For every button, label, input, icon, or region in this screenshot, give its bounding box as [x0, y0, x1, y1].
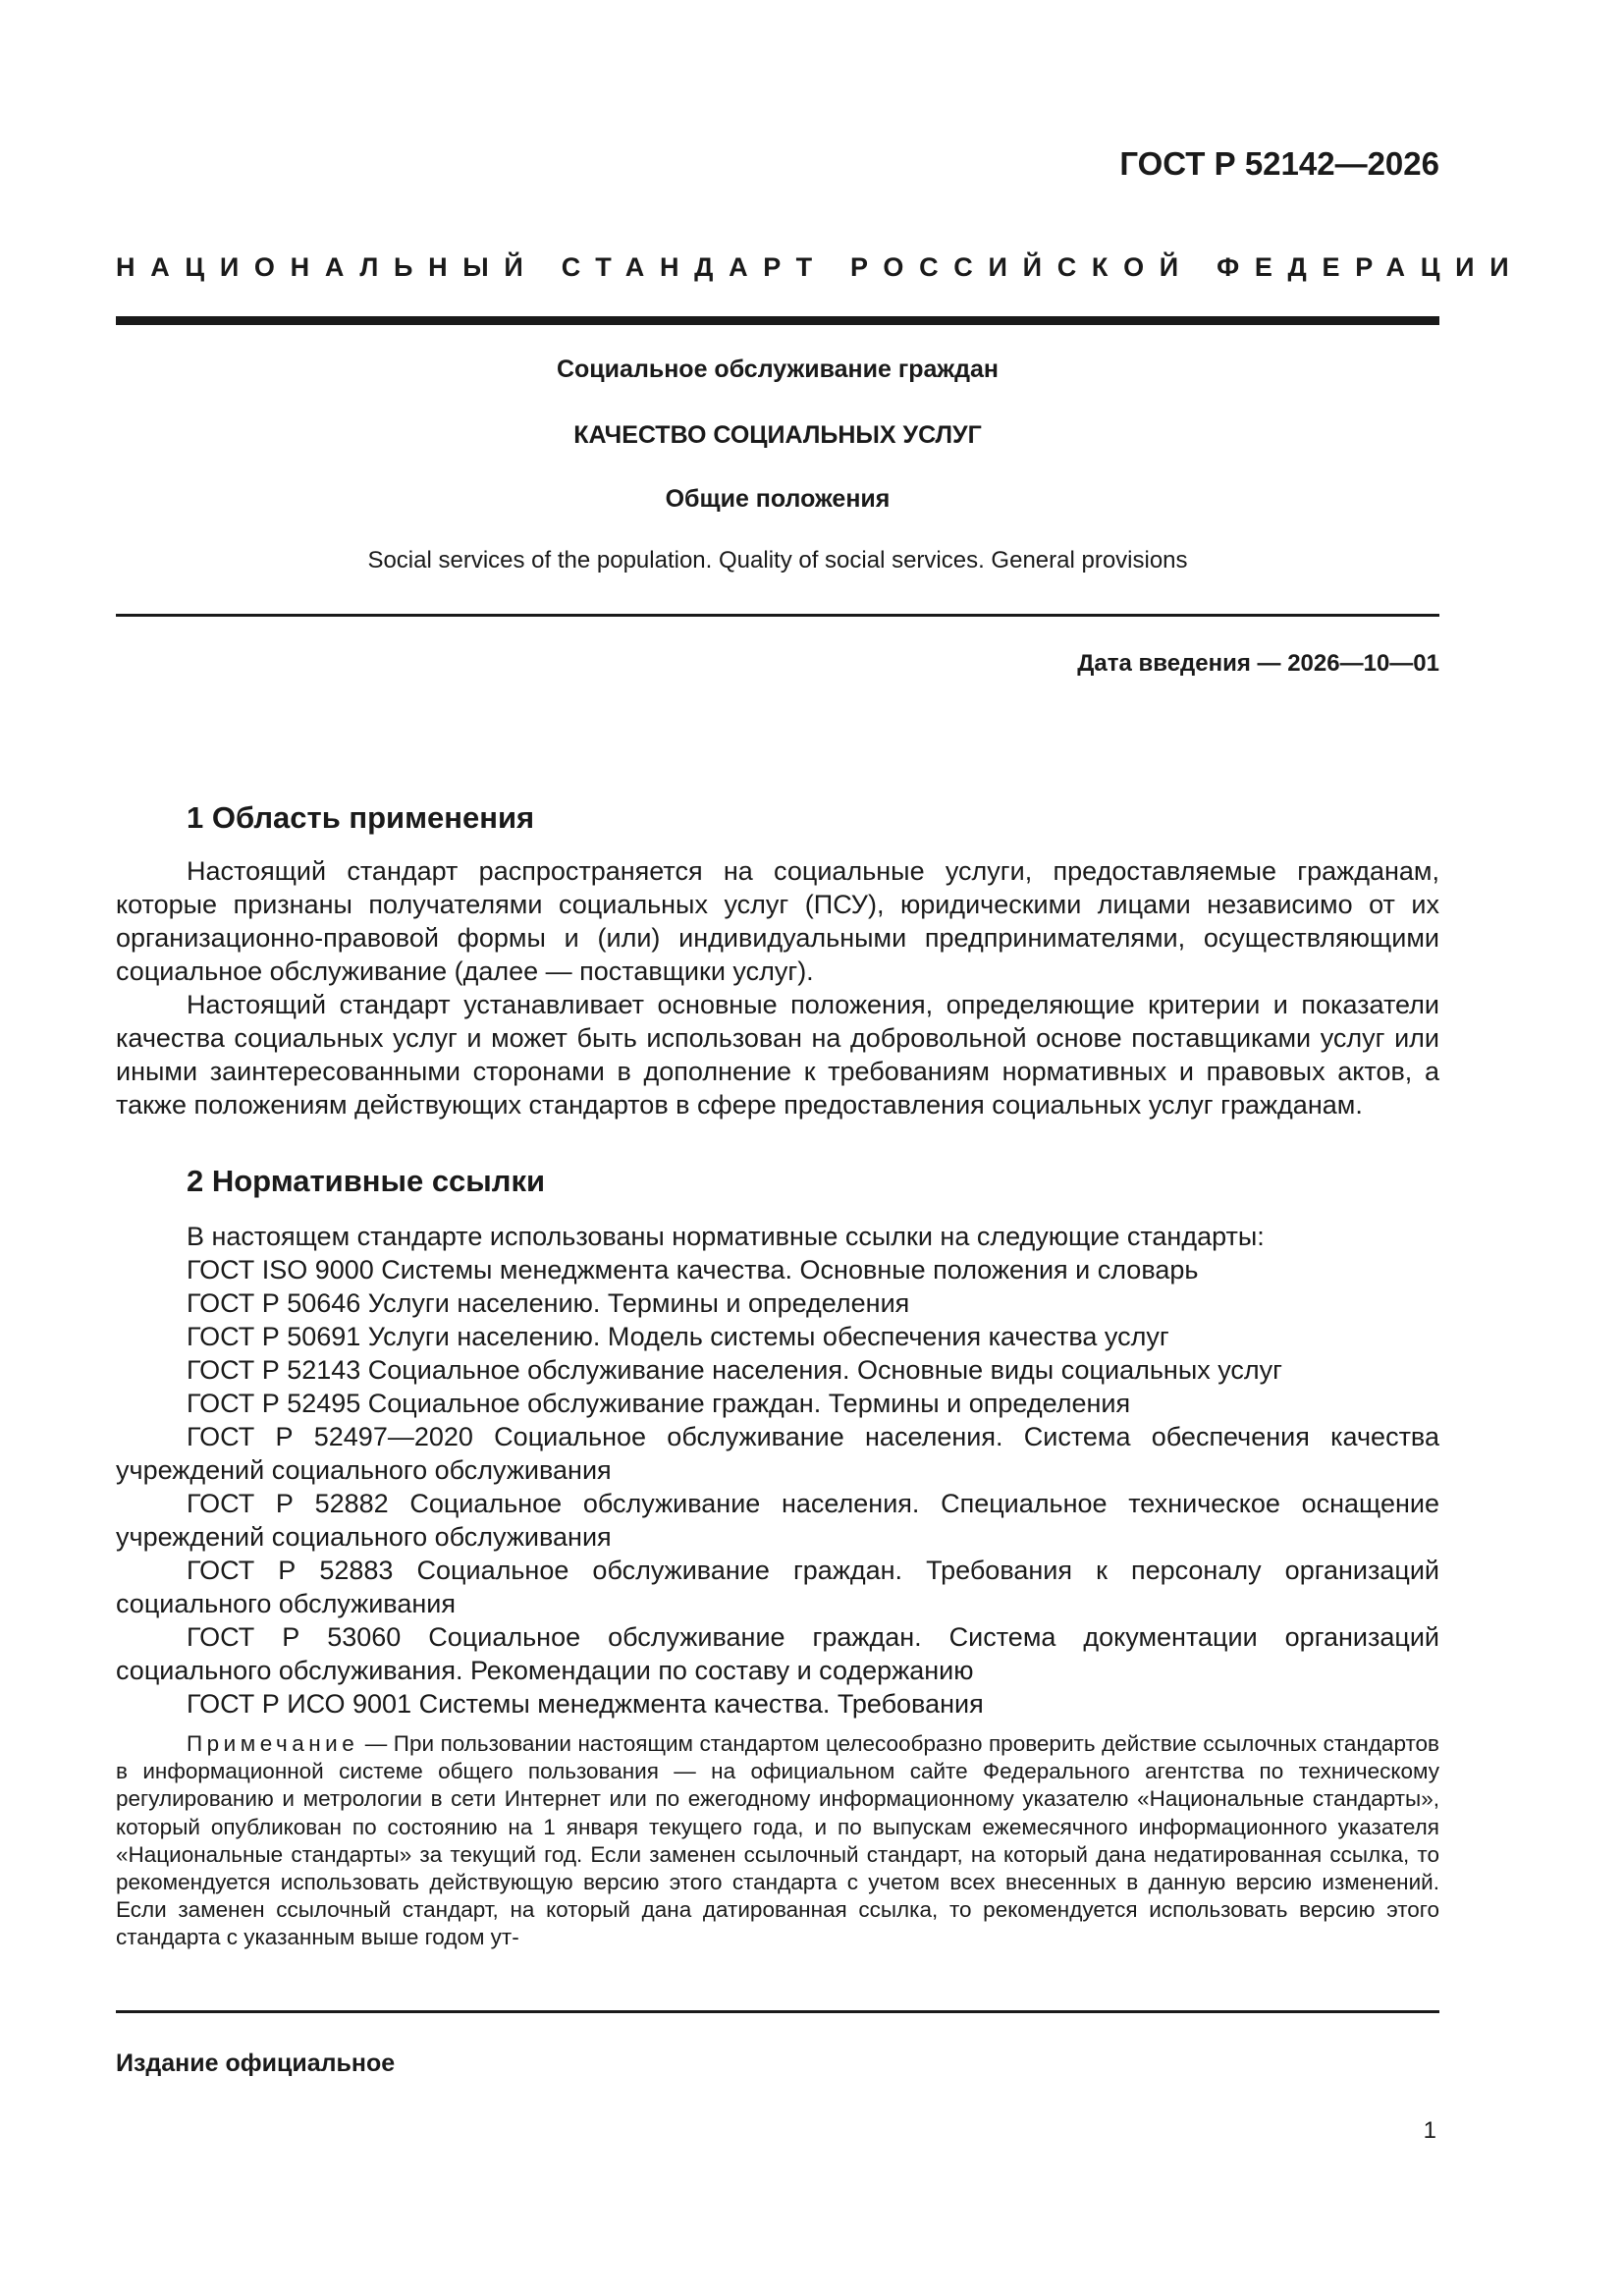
- document-subject: Социальное обслуживание граждан: [556, 355, 1000, 383]
- reference-item: ГОСТ Р 52143 Социальное обслуживание населения. Основные виды социальных услуг: [187, 1355, 1283, 1385]
- section-2-heading: 2 Нормативные ссылки: [187, 1164, 546, 1198]
- references-list: [116, 1220, 1439, 1721]
- reference-item: ГОСТ Р 52495 Социальное обслуживание граждан. Термины и определения: [187, 1389, 1131, 1418]
- section-1-paragraph: Настоящий стандарт распространяется на социальные услуги, предоставляемые гражданам, которые признаны получателями социальных услуг (ПСУ), юридическими лицами независимо от их организационно-правовой формы и (или) индивидуальными предпринимателями, осуществляющими социальное обслуживание (далее — поставщики услуг).: [116, 856, 1439, 986]
- section-1-body: [116, 854, 1439, 1121]
- english-title: Social services of the population. Quality of social services. General provisions: [367, 547, 1188, 574]
- section-1-heading: 1 Область применения: [187, 800, 535, 835]
- references-intro: В настоящем стандарте использованы нормативные ссылки на следующие стандарты:: [187, 1222, 1265, 1251]
- reference-item: ГОСТ Р 52882 Социальное обслуживание населения. Специальное техническое оснащение учреждений социального обслуживания: [116, 1489, 1439, 1552]
- reference-item: ГОСТ Р 50691 Услуги населению. Модель системы обеспечения качества услуг: [187, 1322, 1169, 1351]
- section-1-paragraph: Настоящий стандарт устанавливает основные положения, определяющие критерии и показатели качества социальных услуг и может быть использован на добровольной основе поставщиками услуг или иными заинтересованными сторонами в дополнение к требованиям нормативных и правовых актов, а также положениям действующих стандартов в сфере предоставления социальных услуг гражданам.: [116, 990, 1439, 1120]
- reference-item: ГОСТ ISO 9000 Системы менеджмента качества. Основные положения и словарь: [187, 1255, 1199, 1285]
- document-title: КАЧЕСТВО СОЦИАЛЬНЫХ УСЛУГ: [573, 421, 982, 449]
- document-code: ГОСТ Р 52142—2026: [1119, 145, 1439, 182]
- header-rule: [116, 316, 1439, 325]
- title-rule: [116, 614, 1439, 617]
- introduction-date: Дата введения — 2026—10—01: [1077, 650, 1439, 677]
- reference-item: ГОСТ Р ИСО 9001 Системы менеджмента качества. Требования: [187, 1689, 984, 1719]
- note-text: — При пользовании настоящим стандартом целесообразно проверить действие ссылочных стандартов в информационной системе общего пользования — на официальном сайте Федерального агентства по техническому регулированию и метрологии в сети Интернет или по ежегодному информационному указателю «Национальные стандарты», который опубликован по состоянию на 1 января текущего года, и по выпускам ежемесячного информационного указателя «Национальные стандарты» за текущий год. Если заменен ссылочный стандарт, на который дана недатированная ссылка, то рекомендуется использовать действующую версию этого стандарта с учетом всех внесенных в данную версию изменений. Если заменен ссылочный стандарт, на который дана датированная ссылка, то рекомендуется использовать версию этого стандарта с указанным выше годом ут-: [116, 1731, 1439, 1950]
- page-number: 1: [1423, 2117, 1436, 2144]
- footer-rule: [116, 2010, 1439, 2013]
- reference-item: ГОСТ Р 52883 Социальное обслуживание граждан. Требования к персоналу организаций социального обслуживания: [116, 1556, 1439, 1618]
- note-label: Примечание: [187, 1731, 359, 1756]
- official-edition-label: Издание официальное: [116, 2050, 396, 2077]
- reference-item: ГОСТ Р 50646 Услуги населению. Термины и определения: [187, 1288, 910, 1318]
- reference-item: ГОСТ Р 53060 Социальное обслуживание граждан. Система документации организаций социального обслуживания. Рекомендации по составу и содержанию: [116, 1622, 1439, 1685]
- standard-banner: НАЦИОНАЛЬНЫЙ СТАНДАРТ РОССИЙСКОЙ ФЕДЕРАЦИИ: [116, 252, 1525, 282]
- reference-item: ГОСТ Р 52497—2020 Социальное обслуживание населения. Система обеспечения качества учреждений социального обслуживания: [116, 1422, 1439, 1485]
- references-note: [116, 1730, 1439, 1952]
- document-subtitle: Общие положения: [665, 485, 891, 513]
